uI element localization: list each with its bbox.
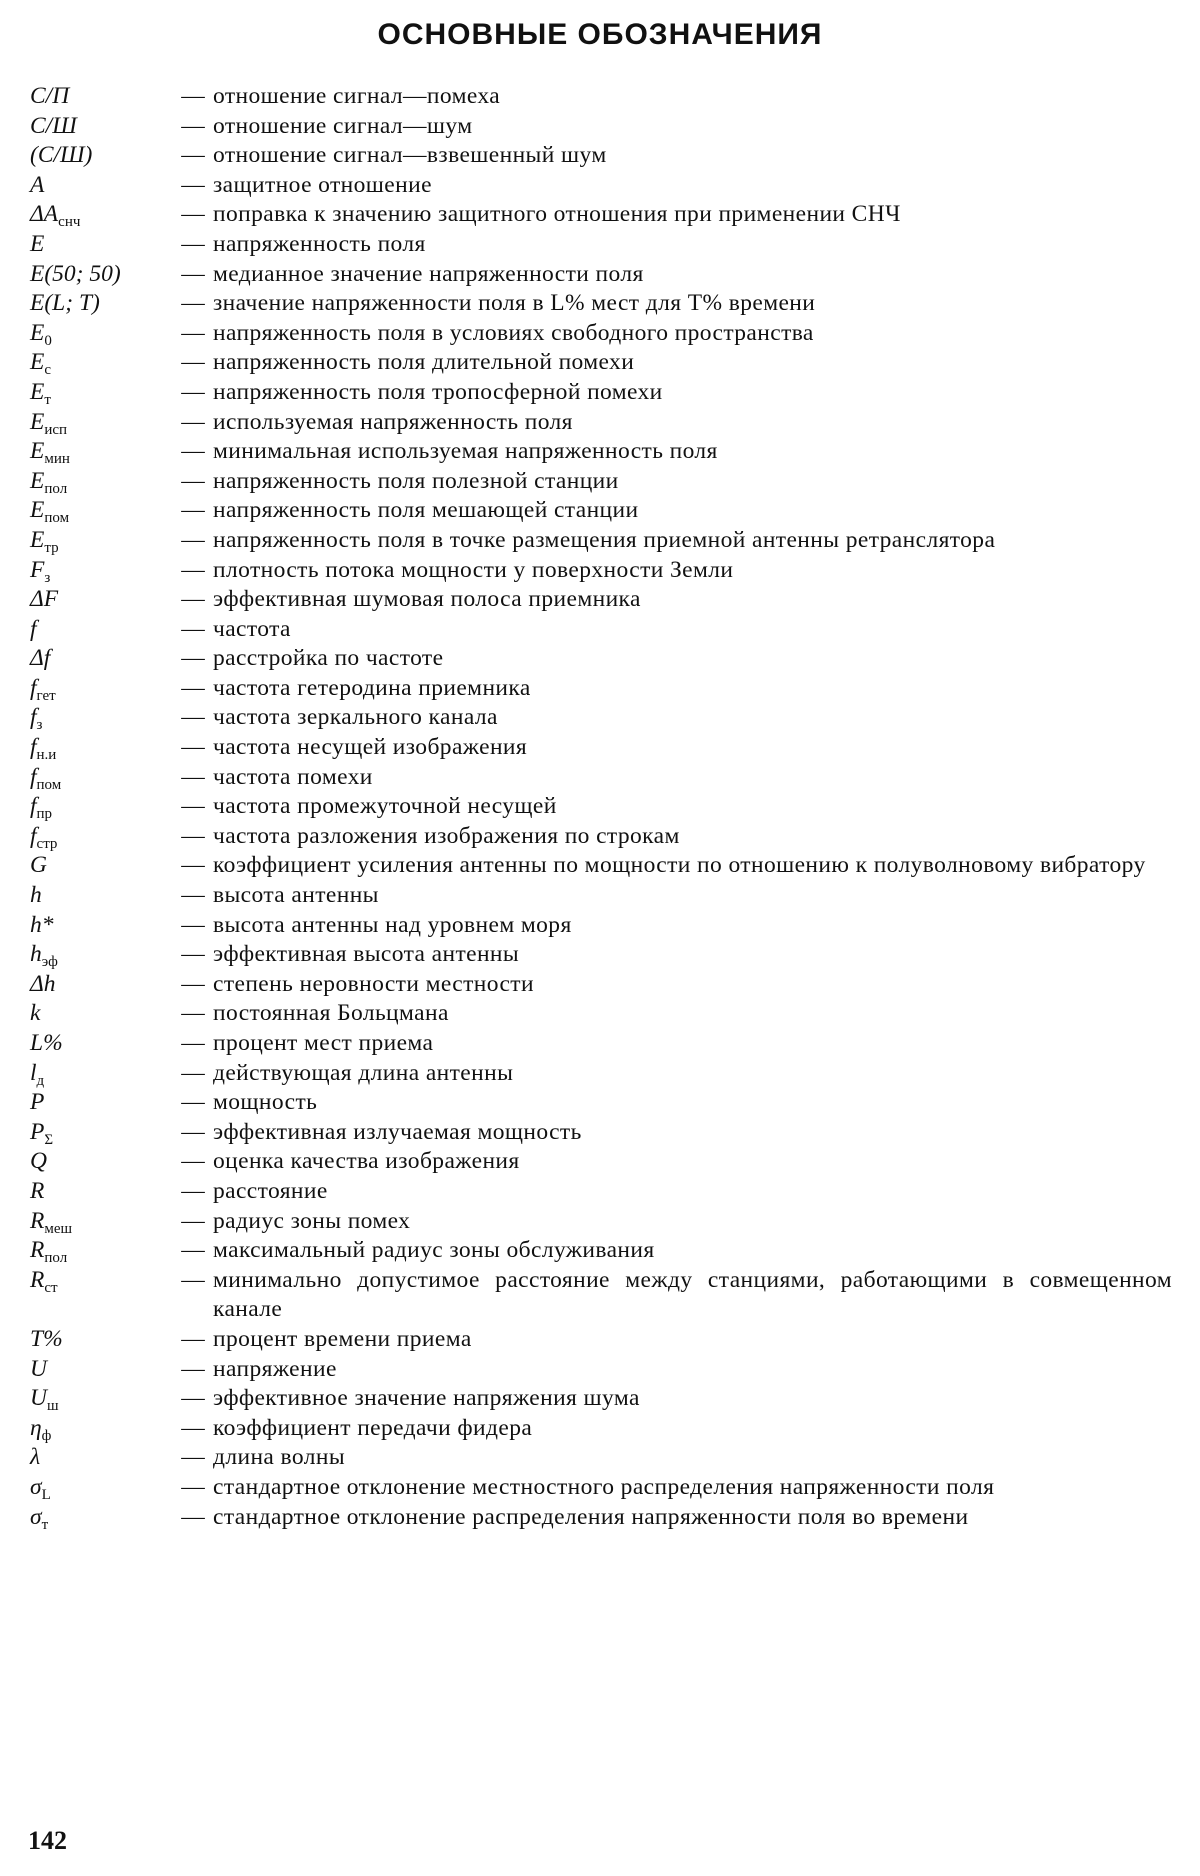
definition: напряжение [213,1355,337,1382]
definition: медианное значение напряженности поля [213,260,644,287]
symbol-subscript: ф [41,1427,52,1444]
definition: частота разложения изображения по строкам [213,822,680,849]
dash-separator: — [181,201,205,228]
symbol-base: f [30,763,37,790]
notation-entry [30,348,1172,378]
notation-entry [30,260,1172,290]
dash-separator: — [181,911,205,938]
definition: напряженность поля [213,230,426,257]
definition: расстояние [213,1177,328,1204]
notation-entry [30,112,1172,142]
symbol-subscript: т [44,391,51,408]
symbol [30,526,173,556]
dash-separator: — [181,349,205,376]
notation-entry [30,1147,1172,1177]
symbol-base: h* [30,911,54,938]
dash-separator: — [181,378,205,405]
symbol-base: f [30,822,37,849]
notation-entry [30,141,1172,171]
symbol [30,674,173,704]
dash-separator: — [181,497,205,524]
symbol-subscript: д [36,1072,45,1089]
notation-entry [30,526,1172,556]
dash-separator: — [181,1148,205,1175]
definition: коэффициент передачи фидера [213,1414,533,1441]
symbol-subscript: н.и [36,747,57,764]
definition: напряженность поля мешающей станции [213,497,639,524]
dash-separator: — [181,734,205,761]
definition: отношение сигнал—взвешенный шум [213,142,607,169]
symbol [30,940,173,970]
symbol [30,82,173,112]
symbol [30,260,173,290]
notation-entry [30,1503,1172,1533]
symbol [30,437,173,467]
notation-entry [30,792,1172,822]
symbol-subscript: снч [58,214,81,231]
symbol [30,703,173,733]
symbol-base: E [30,319,45,346]
notation-entry [30,1207,1172,1237]
symbol-base: h [30,882,42,909]
symbol-base: E [30,438,45,465]
notation-entry [30,1473,1172,1503]
definition: отношение сигнал—шум [213,112,473,139]
symbol [30,1147,173,1177]
notation-entry [30,822,1172,852]
notation-entry [30,408,1172,438]
definition: напряженность поля в условиях свободного пространства [213,319,814,346]
definition: частота зеркального канала [213,704,498,731]
symbol-subscript: з [36,717,43,734]
dash-separator: — [181,260,205,287]
notation-entry [30,437,1172,467]
symbol-base: E [30,526,45,553]
definition: процент мест приема [213,1030,434,1056]
definition: высота антенны [213,882,379,909]
dash-separator: — [181,142,205,169]
dash-separator: — [181,467,205,494]
definition: эффективная высота антенны [213,941,520,968]
symbol-subscript: эф [41,954,58,971]
definition: защитное отношение [213,171,432,198]
symbol [30,141,173,171]
dash-separator: — [181,822,205,849]
symbol-subscript: з [44,569,51,586]
notation-entry [30,319,1172,349]
definition: минимально допустимое расстояние между станциями, работающими в совмещенном канале [213,1266,1172,1323]
symbol [30,1325,173,1355]
dash-separator: — [181,1059,205,1086]
notation-entry [30,763,1172,793]
dash-separator: — [181,1030,205,1056]
symbol-base: С/П [30,83,70,109]
dash-separator: — [181,112,205,139]
notation-entry [30,851,1172,881]
dash-separator: — [181,556,205,583]
symbol-base: f [30,704,37,731]
symbol [30,1088,173,1118]
symbol [30,496,173,526]
dash-separator: — [181,1503,205,1530]
dash-separator: — [181,1473,205,1500]
symbol [30,112,173,142]
symbol-subscript: L [41,1486,51,1503]
definition: частота гетеродина приемника [213,674,531,701]
symbol [30,911,173,941]
notation-entry [30,1355,1172,1385]
notation-entry [30,1266,1172,1325]
symbol [30,1473,173,1503]
definition: длина волны [213,1444,346,1471]
notation-entry [30,230,1172,260]
dash-separator: — [181,704,205,731]
notation-entry [30,1088,1172,1118]
dash-separator: — [181,1444,205,1471]
dash-separator: — [181,171,205,198]
notation-entry [30,733,1172,763]
symbol-base: L% [30,1030,63,1056]
symbol [30,999,173,1029]
definition: оценка качества изображения [213,1148,520,1175]
dash-separator: — [181,1118,205,1145]
symbol-base: k [30,1000,41,1027]
symbol-base: F [30,556,45,583]
dash-separator: — [181,1237,205,1264]
dash-separator: — [181,615,205,642]
symbol [30,1118,173,1148]
symbol-base: U [30,1385,47,1412]
symbol-base: E [30,408,45,435]
definition: высота антенны над уровнем моря [213,911,572,938]
definition: стандартное отклонение местностного распределения напряженности поля [213,1473,995,1500]
definition: частота [213,615,291,642]
definition: эффективная шумовая полоса приемника [213,586,641,613]
notation-entry [30,1059,1172,1089]
symbol-base: С/Ш [30,112,77,139]
symbol [30,1414,173,1444]
symbol-base: σ [30,1503,42,1530]
symbol-subscript: пр [36,806,53,823]
notation-entry [30,467,1172,497]
symbol [30,1355,173,1385]
notation-entry [30,1443,1172,1473]
symbol [30,1443,173,1473]
symbol [30,881,173,911]
symbol [30,1207,173,1237]
symbol [30,378,173,408]
dash-separator: — [181,586,205,613]
notation-entry [30,644,1172,674]
symbol [30,792,173,822]
symbol-subscript: тр [44,539,59,556]
notation-entry [30,200,1172,230]
definition: максимальный радиус зоны обслуживания [213,1237,655,1264]
symbol-base: E [30,497,45,524]
symbol-base: h [30,941,42,968]
definition: напряженность поля в точке размещения приемной антенны ретранслятора [213,526,996,553]
symbol-base: Δf [30,645,51,672]
symbol [30,1384,173,1414]
notation-entry [30,556,1172,586]
dash-separator: — [181,882,205,909]
definition: расстройка по частоте [213,645,444,672]
symbol-subscript: пом [44,510,70,527]
definition: минимальная используемая напряженность поля [213,438,718,465]
definition: степень неровности местности [213,970,534,997]
definition: поправка к значению защитного отношения при применении СНЧ [213,201,901,228]
symbol-base: σ [30,1473,42,1500]
dash-separator: — [181,438,205,465]
symbol [30,319,173,349]
symbol-base: E [30,378,45,405]
dash-separator: — [181,852,205,879]
symbol-base: Δh [30,970,56,997]
definition: действующая длина антенны [213,1059,514,1086]
symbol-base: P [30,1089,45,1116]
symbol-subscript: гет [36,687,56,704]
symbol-base: E [30,349,45,376]
symbol-base: T% [30,1325,63,1352]
symbol-base: f [30,734,37,761]
symbol [30,408,173,438]
dash-separator: — [181,1355,205,1382]
symbol-base: E(50; 50) [30,260,121,287]
dash-separator: — [181,1385,205,1412]
definition: напряженность поля длительной помехи [213,349,635,376]
notation-entry [30,881,1172,911]
page-number: 142 [28,1826,67,1855]
definition: радиус зоны помех [213,1207,411,1234]
symbol [30,200,173,230]
dash-separator: — [181,83,205,109]
definition: мощность [213,1089,318,1116]
symbol [30,970,173,1000]
symbol [30,1177,173,1207]
symbol [30,615,173,645]
notation-entry [30,585,1172,615]
symbol [30,230,173,260]
notation-entry [30,171,1172,201]
dash-separator: — [181,1089,205,1116]
symbol-base: Q [30,1148,47,1175]
notation-entry [30,1384,1172,1414]
notation-entry [30,674,1172,704]
symbol-base: f [30,674,37,701]
symbol [30,1266,173,1296]
symbol-subscript: ш [46,1398,59,1415]
dash-separator: — [181,319,205,346]
symbol [30,822,173,852]
symbol-base: η [30,1414,42,1441]
definition: значение напряженности поля в L% мест для T% времени [213,290,816,317]
dash-separator: — [181,408,205,435]
symbol [30,171,173,201]
symbol [30,348,173,378]
symbol [30,1236,173,1266]
notation-entry [30,911,1172,941]
dash-separator: — [181,1207,205,1234]
notation-entry [30,615,1172,645]
symbol-base: ΔA [30,201,59,228]
symbol [30,733,173,763]
page-title: ОСНОВНЫЕ ОБОЗНАЧЕНИЯ [377,18,823,51]
definition: частота несущей изображения [213,734,528,761]
dash-separator: — [181,230,205,257]
definition: отношение сигнал—помеха [213,83,501,109]
symbol-base: G [30,852,47,879]
notation-entry [30,1414,1172,1444]
notation-entry [30,1177,1172,1207]
notation-list [30,82,1172,1532]
notation-entry [30,1325,1172,1355]
symbol [30,1059,173,1089]
definition: постоянная Больцмана [213,1000,449,1027]
notation-entry [30,940,1172,970]
symbol-base: R [30,1177,45,1204]
symbol-subscript: исп [44,421,68,438]
symbol [30,556,173,586]
notation-entry [30,1029,1172,1059]
symbol-base: E [30,467,45,494]
definition: используемая напряженность поля [213,408,573,435]
symbol-base: l [30,1059,37,1086]
notation-entry [30,999,1172,1029]
symbol-subscript: с [44,362,52,379]
symbol-subscript: т [41,1516,49,1533]
dash-separator: — [181,763,205,790]
symbol-base: P [30,1118,45,1145]
symbol-subscript: мин [44,451,70,468]
symbol-base: R [30,1266,45,1293]
symbol-subscript: меш [44,1220,73,1237]
symbol-subscript: ст [44,1279,58,1296]
symbol-base: f [30,793,37,820]
symbol-subscript: стр [36,835,58,852]
symbol-subscript: пом [36,776,62,793]
symbol [30,763,173,793]
notation-entry [30,1118,1172,1148]
symbol [30,644,173,674]
symbol-base: E [30,230,45,257]
symbol [30,1029,173,1059]
definition: эффективное значение напряжения шума [213,1385,640,1412]
notation-entry [30,970,1172,1000]
dash-separator: — [181,674,205,701]
symbol [30,1503,173,1533]
definition: эффективная излучаемая мощность [213,1118,582,1145]
symbol-subscript: пол [44,1250,68,1267]
symbol-subscript: пол [44,480,68,497]
dash-separator: — [181,1325,205,1352]
dash-separator: — [181,1266,205,1293]
definition: плотность потока мощности у поверхности Земли [213,556,734,583]
notation-entry [30,289,1172,319]
symbol [30,851,173,881]
dash-separator: — [181,1414,205,1441]
symbol-base: E(L; T) [30,290,100,317]
dash-separator: — [181,941,205,968]
dash-separator: — [181,290,205,317]
dash-separator: — [181,645,205,672]
symbol-base: λ [30,1444,41,1471]
symbol [30,467,173,497]
symbol-base: R [30,1237,45,1264]
symbol-base: A [30,171,45,198]
symbol-base: U [30,1355,47,1382]
symbol-base: f [30,615,37,642]
notation-entry [30,82,1172,112]
definition: коэффициент усиления антенны по мощности по отношению к полуволновому вибратору [213,852,1146,879]
symbol-base: (С/Ш) [30,142,93,169]
symbol-base: ΔF [30,586,59,613]
dash-separator: — [181,1000,205,1027]
definition: напряженность поля тропосферной помехи [213,378,663,405]
symbol [30,585,173,615]
definition: стандартное отклонение распределения напряженности поля во времени [213,1503,969,1530]
definition: процент времени приема [213,1325,472,1352]
definition: напряженность поля полезной станции [213,467,619,494]
dash-separator: — [181,970,205,997]
dash-separator: — [181,1177,205,1204]
notation-entry [30,378,1172,408]
dash-separator: — [181,793,205,820]
symbol-subscript: Σ [44,1131,54,1148]
notation-entry [30,703,1172,733]
notation-entry [30,1236,1172,1266]
symbol-base: R [30,1207,45,1234]
definition: частота промежуточной несущей [213,793,557,820]
symbol [30,289,173,319]
dash-separator: — [181,526,205,553]
symbol-subscript: 0 [44,332,52,349]
notation-entry [30,496,1172,526]
definition: частота помехи [213,763,373,790]
